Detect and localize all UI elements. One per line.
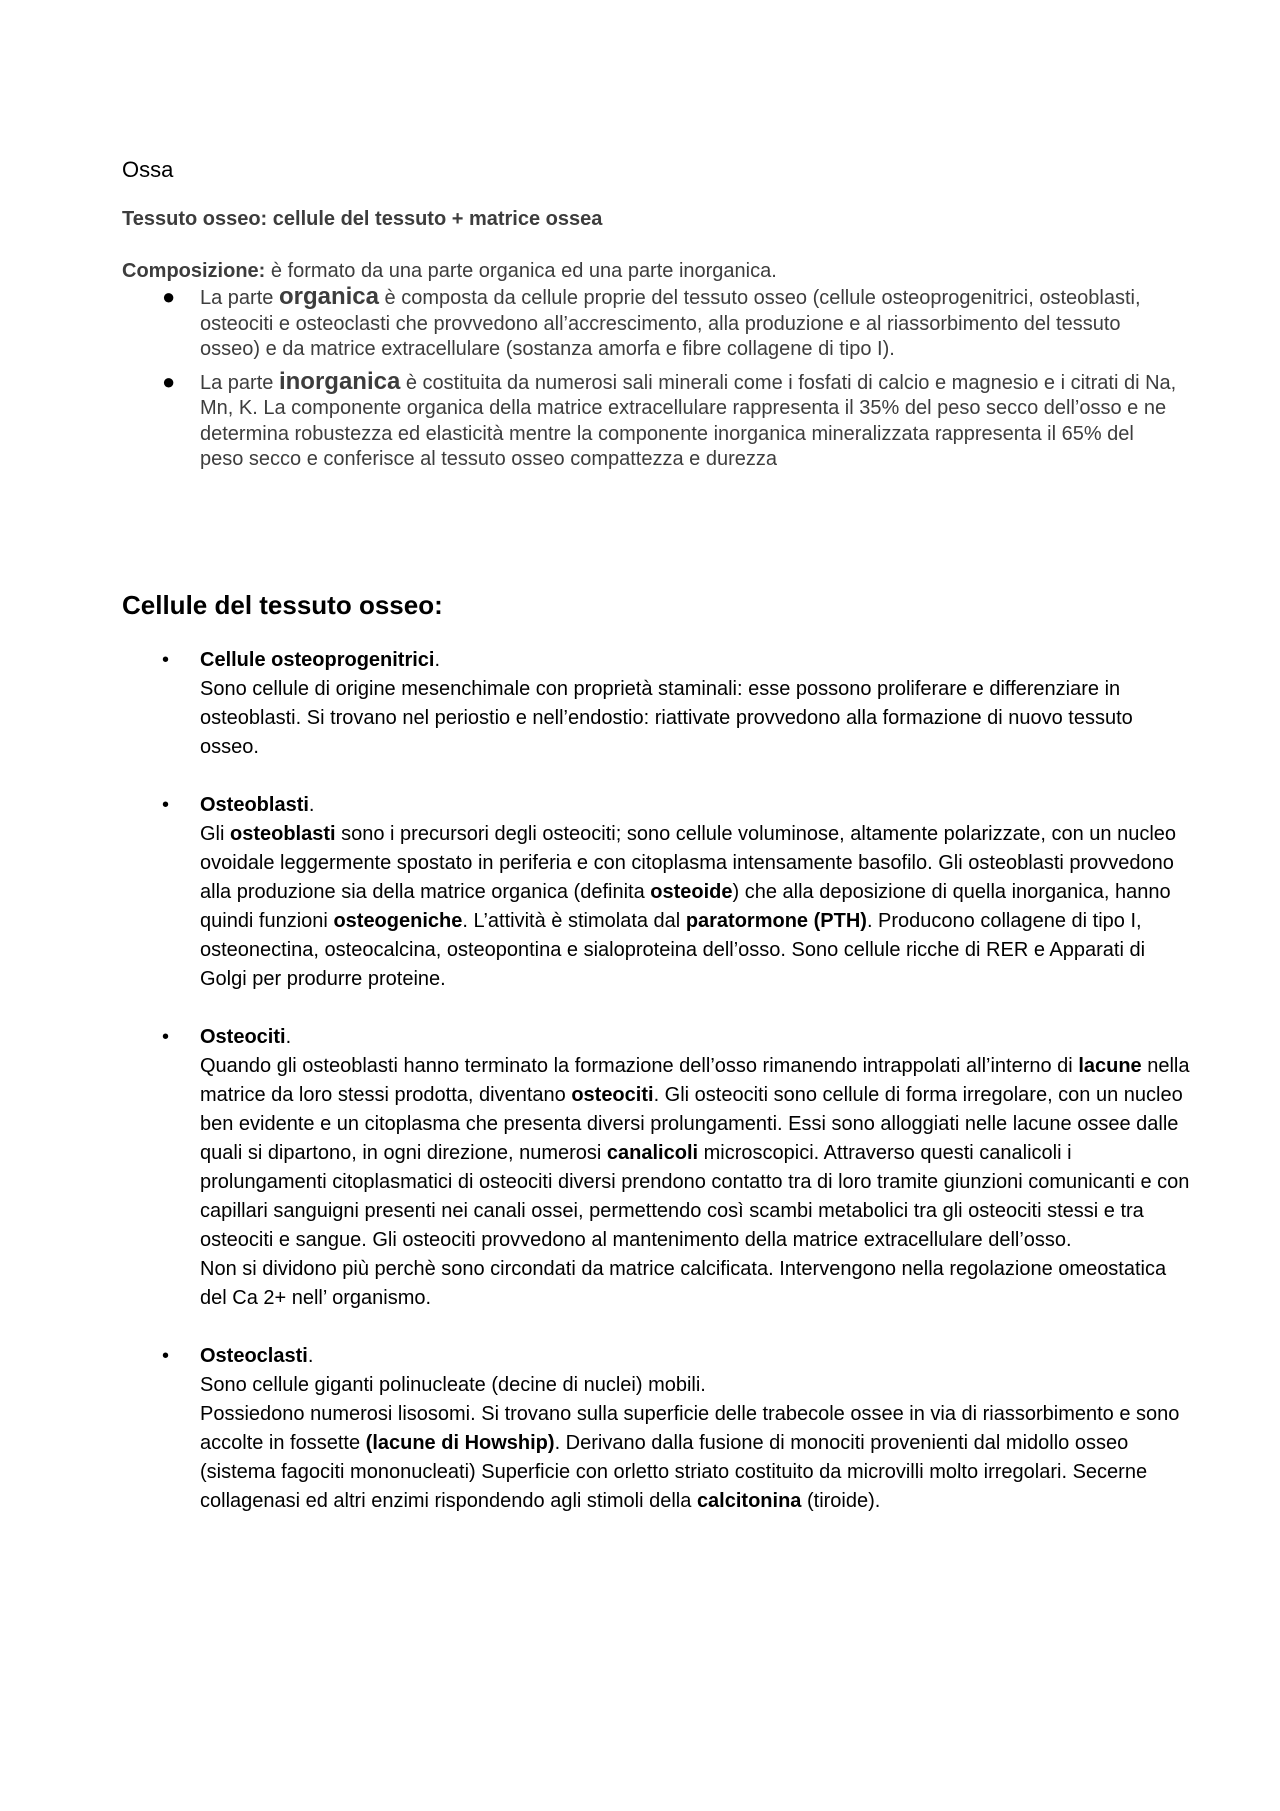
- subtitle: Tessuto osseo: cellule del tessuto + matrice ossea: [122, 208, 603, 230]
- cell-description: Gli osteoblasti sono i precursori degli osteociti; sono cellule voluminose, altamente polarizzate, con un nucleo ovoidale leggermente spostato in periferia e con citoplasma intensamente basofilo. Gli osteoblasti provvedono alla produzione sia della matrice organica (definita osteoide) che alla deposizione di quella inorganica, hanno quindi funzioni osteogeniche. L’attività è stimolata dal paratormone (PTH). Producono collagene di tipo I, osteonectina, osteocalcina, osteopontina e sialoproteina dell’osso. Sono cellule ricche di RER e Apparati di Golgi per produrre proteine.: [200, 823, 1177, 990]
- cell-description: Sono cellule di origine mesenchimale con proprietà staminali: esse possono proliferare e differenziare in osteoblasti. Si trovano nel periostio e nell’endostio: riattivate provvedono alla formazione di nuovo tessuto osseo.: [200, 678, 1133, 758]
- cell-name-line: Osteoblasti.: [200, 794, 315, 816]
- cell-name: Osteociti: [200, 1026, 286, 1048]
- composition-text: è formato da una parte organica ed una parte inorganica.: [265, 260, 777, 282]
- cell-description-2: Possiedono numerosi lisosomi. Si trovano sulla superficie delle trabecole ossee in via di riassorbimento e sono accolte in fossette (lacune di Howship). Derivano dalla fusione di monociti provenienti dal midollo osseo (sistema fagociti mononucleati) Superficie con orletto striato costituito da microvilli molto irregolari. Secerne collagenasi ed altri enzimi rispondendo agli stimoli della calcitonina (tiroide).: [200, 1403, 1180, 1512]
- cell-name: Osteoclasti: [200, 1345, 308, 1367]
- keyword-inorganica: inorganica: [278, 367, 401, 395]
- section-heading: Cellule del tessuto osseo:: [122, 590, 443, 620]
- cell-item-osteociti: [122, 1023, 1192, 1313]
- bullet-icon: •: [162, 649, 170, 671]
- cell-item-osteoblasti: [122, 791, 1192, 994]
- bullet-icon: •: [162, 1026, 170, 1048]
- cell-name: Osteoblasti: [200, 794, 309, 816]
- cell-description: Quando gli osteoblasti hanno terminato la formazione dell’osso rimanendo intrappolati all’interno di lacune nella matrice da loro stessi prodotta, diventano osteociti. Gli osteociti sono cellule di forma irregolare, con un nucleo ben evidente e un citoplasma che presenta diversi prolungamenti. Essi sono alloggiati nelle lacune ossee dalle quali si dipartono, in ogni direzione, numerosi canalicoli microscopici. Attraverso questi canalicoli i prolungamenti citoplasmatici di osteociti diversi prendono contatto tra di loro tramite giunzioni comunicanti e con capillari sanguigni presenti nei canali ossei, permettendo così scambi metabolici tra gli osteociti stessi e tra osteociti e sangue. Gli osteociti provvedono al mantenimento della matrice extracellulare dell’osso.: [200, 1055, 1190, 1251]
- cell-name-line: Osteoclasti.: [200, 1345, 314, 1367]
- composition-list: [122, 284, 1182, 473]
- cell-name: Cellule osteoprogenitrici: [200, 649, 435, 671]
- composition-intro: [122, 258, 1172, 284]
- cells-list: [122, 646, 1192, 1545]
- document-title: Ossa: [122, 157, 174, 182]
- bullet-icon: ●: [162, 368, 176, 394]
- bullet-icon: ●: [162, 284, 176, 309]
- composition-label: Composizione:: [122, 260, 266, 282]
- composition-item-inorganica: ● La parte inorganica è costituita da numerosi sali minerali come i fosfati di calcio e magnesio e i citrati di Na, Mn, K. La componente organica della matrice extracellulare rappresenta il 35% del peso secco dell’osso e ne determina robustezza ed elasticità mentre la componente inorganica mineralizzata rappresenta il 65% del peso secco e conferisce al tessuto osseo compattezza e durezza: [162, 367, 1177, 470]
- bullet-icon: •: [162, 1345, 170, 1367]
- cell-item-osteoclasti: [122, 1342, 1192, 1516]
- cell-name-line: Osteociti.: [200, 1026, 292, 1048]
- cell-description-2: Non si dividono più perchè sono circondati da matrice calcificata. Intervengono nella regolazione omeostatica del Ca 2+ nell’ organismo.: [200, 1258, 1167, 1309]
- cell-description: Sono cellule giganti polinucleate (decine di nuclei) mobili.: [200, 1374, 706, 1396]
- composition-item-organica: ● La parte organica è composta da cellule proprie del tessuto osseo (cellule osteoprogenitrici, osteoblasti, osteociti e osteoclasti che provvedono all’accrescimento, alla produzione e al riassorbimento del tessuto osseo) e da matrice extracellulare (sostanza amorfa e fibre collagene di tipo I).: [162, 283, 1141, 360]
- cell-name-line: Cellule osteoprogenitrici.: [200, 649, 441, 671]
- keyword-organica: organica: [278, 283, 379, 310]
- cell-item-osteoprogenitrici: [122, 646, 1192, 762]
- bullet-icon: •: [162, 794, 170, 816]
